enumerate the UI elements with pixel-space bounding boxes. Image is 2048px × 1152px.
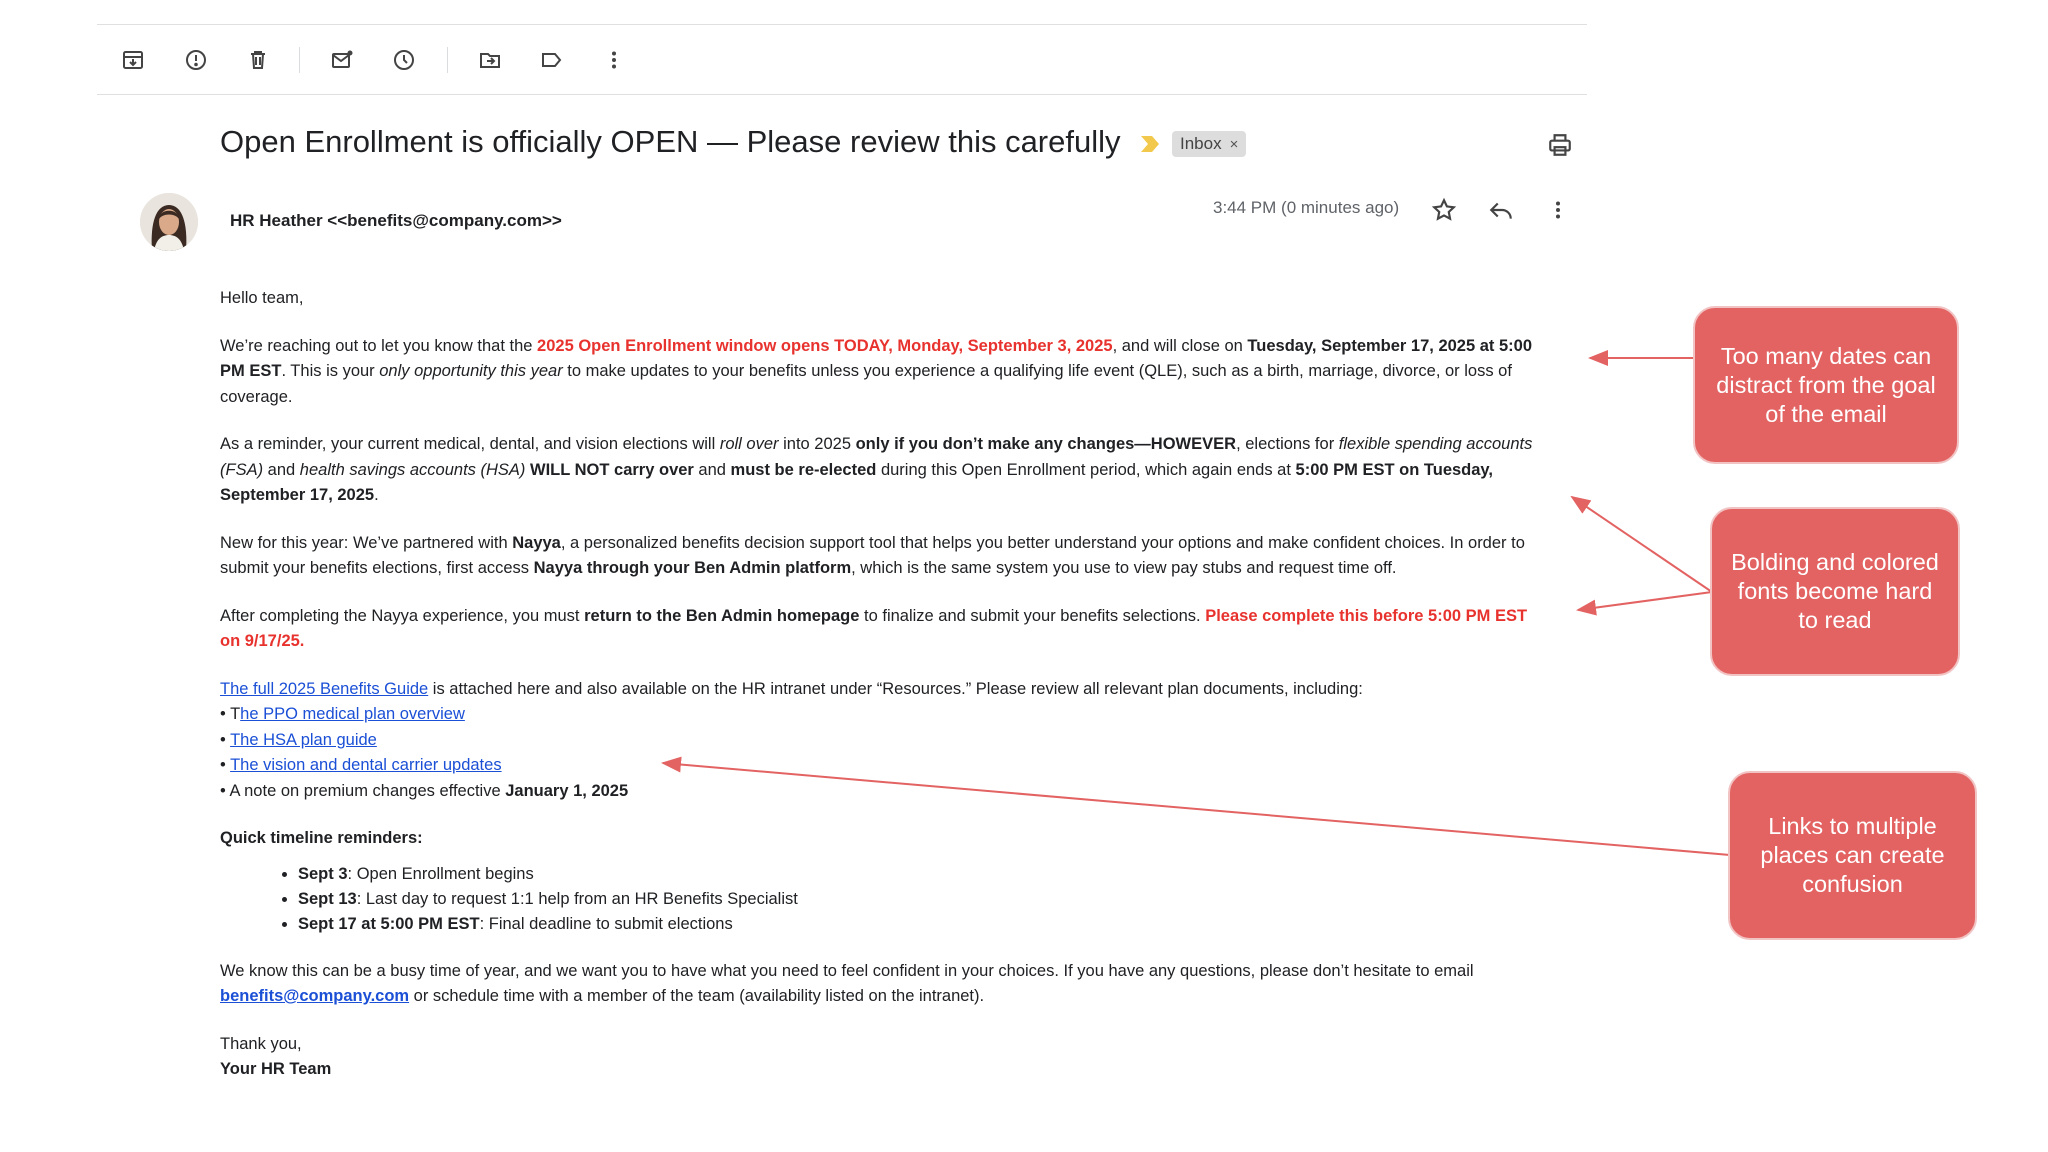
doc-list-item: • The HSA plan guide xyxy=(220,730,377,749)
remove-label-icon[interactable]: × xyxy=(1229,135,1239,153)
callout-arrow-bolding-1 xyxy=(1572,497,1712,592)
paragraph-benefits-guide: The full 2025 Benefits Guide is attached here and also available on the HR intranet under “Resources.” Please review all relevant plan documents, including: xyxy=(220,679,1363,698)
paragraph-ben-admin: After completing the Nayya experience, you must return to the Ben Admin homepage to finalize and submit your benefits selections. Please complete this before 5:00 PM EST on 9/17/25. xyxy=(220,606,1528,650)
doc-list-item: • The vision and dental carrier updates xyxy=(220,756,502,774)
hsa-guide-link[interactable]: The HSA plan guide xyxy=(230,730,377,749)
paragraph-questions: We know this can be a busy time of year, and we want you to have what you need to feel confident in your choices. If you have any questions, please don’t hesitate to email benefits@company.com or schedule time with a member of the team (availability listed on the intranet). xyxy=(220,961,1474,1005)
benefits-email-link[interactable]: benefits@company.com xyxy=(220,987,410,1005)
highlighted-date: 2025 Open Enrollment window opens TODAY, Monday, September 3, 2025 xyxy=(537,336,1113,355)
deadline-warning: Please complete this before 5:00 PM EST on 9/17/25. xyxy=(220,606,1528,650)
timeline-item: • Sept 13: Last day to request 1:1 help from an HR Benefits Specialist xyxy=(298,887,1550,912)
ppo-plan-link[interactable]: he PPO medical plan overview xyxy=(240,705,465,723)
vision-dental-link[interactable]: The vision and dental carrier updates xyxy=(230,756,502,774)
timeline-item: • Sept 17 at 5:00 PM EST: Final deadline to submit elections xyxy=(298,912,1550,937)
callout-arrow-bolding-2 xyxy=(1578,592,1712,610)
paragraph-elections-reminder: As a reminder, your current medical, dental, and vision elections will roll over into 2025 only if you don’t make any changes—HOWEVER, elections for flexible spending accounts (FSA) and health savings accounts (HSA) WILL NOT carry over and must be re-elected during this Open Enrollment period, which again ends at 5:00 PM EST on Tuesday, September 17, 2025. xyxy=(220,435,1533,504)
timeline-item: • Sept 3: Open Enrollment begins xyxy=(298,862,1550,887)
paragraph-enrollment-window: We’re reaching out to let you know that the 2025 Open Enrollment window opens TODAY, Monday, September 3, 2025, and will close on Tuesday, September 17, 2025 at 5:00 PM EST. This is your only opportunity this year to make updates to your benefits unless you experience a qualifying life event (QLE), such as a birth, marriage, divorce, or loss of coverage. xyxy=(220,336,1533,406)
paragraph-nayya: New for this year: We’ve partnered with Nayya, a personalized benefits decision support tool that helps you better understand your options and make confident choices. In order to submit your benefits elections, first access Nayya through your Ben Admin platform, which is the same system you use to view pay stubs and request time off. xyxy=(220,533,1525,577)
closing: Thank you, xyxy=(220,1034,302,1053)
timeline-heading: Quick timeline reminders: xyxy=(220,829,423,847)
email-subject: Open Enrollment is officially OPEN — Please review this carefully xyxy=(220,124,1121,159)
benefits-guide-link[interactable]: The full 2025 Benefits Guide xyxy=(220,679,429,698)
doc-list-item: • A note on premium changes effective January 1, 2025 xyxy=(220,781,629,800)
callout-bolding: Bolding and colored fonts become hard to read xyxy=(1710,507,1960,676)
doc-list-item: • The PPO medical plan overview xyxy=(220,705,465,723)
timestamp: 3:44 PM (0 minutes ago) xyxy=(1213,198,1400,217)
inbox-label-text: Inbox xyxy=(1180,134,1222,153)
callout-arrow-links xyxy=(663,763,1730,855)
signature: Your HR Team xyxy=(220,1060,332,1078)
sender-name: HR Heather <<benefits@company.com>> xyxy=(230,211,562,230)
callout-links: Links to multiple places can create confusion xyxy=(1728,771,1977,940)
callout-dates: Too many dates can distract from the goal of the email xyxy=(1693,306,1959,464)
greeting: Hello team, xyxy=(220,289,304,307)
